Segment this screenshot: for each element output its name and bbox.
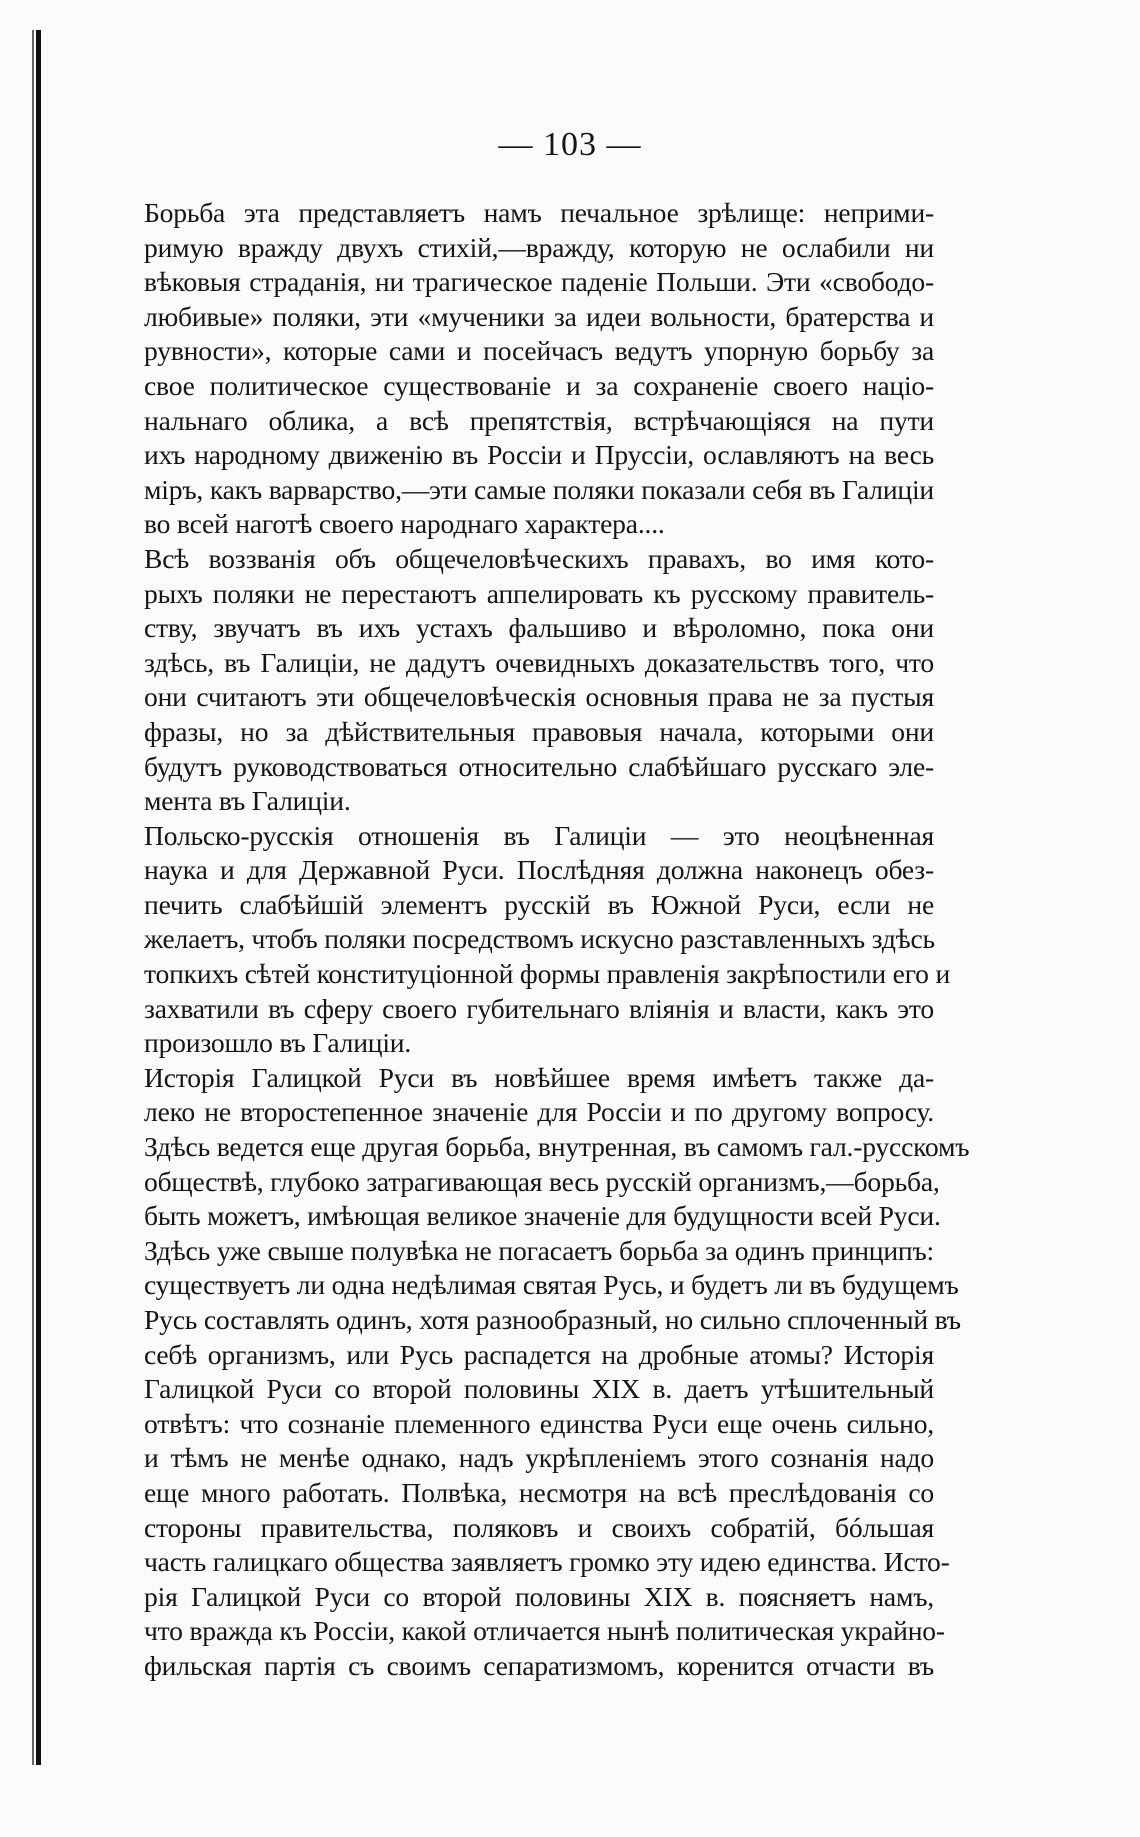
text-line: рувности», которые сами и посейчасъ ведутъ упорную борьбу за (144, 335, 934, 367)
binding-edge (36, 30, 41, 1765)
paragraph-2 (144, 542, 934, 819)
text-line: мента въ Галиціи. (144, 785, 351, 817)
text-line: здѣсь, въ Галиціи, не дадутъ очевидныхъ доказательствъ того, что (144, 646, 934, 678)
text-line: стороны правительства, поляковъ и своихъ собратій, бóльшая (144, 1511, 934, 1543)
binding-edge-shadow (32, 30, 34, 1765)
text-line: фильская партія съ своимъ сепаратизмомъ, коренится отчасти въ (144, 1649, 934, 1681)
text-line: захватили въ сферу своего губительнаго вліянія и власти, какъ это (144, 992, 934, 1024)
paragraph-1 (144, 196, 934, 542)
text-line: желаетъ, чтобъ поляки посредствомъ искусно разставленныхъ здѣсь (144, 923, 935, 955)
text-line: Галицкой Руси со второй половины XIX в. даетъ утѣшительный (144, 1373, 934, 1405)
text-line: часть галицкаго общества заявляетъ громко эту идею единства. Исто- (144, 1546, 950, 1578)
text-line: Здѣсь уже свыше полувѣка не погасаетъ борьба за одинъ принципъ: (144, 1234, 934, 1266)
text-line: отвѣтъ: что сознаніе племенного единства Руси еще очень сильно, (144, 1407, 934, 1439)
text-line: нальнаго облика, а всѣ препятствія, встрѣчающіяся на пути (144, 404, 934, 436)
body-text (144, 196, 970, 1684)
text-line: себѣ организмъ, или Русь распадется на дробные атомы? Исторія (144, 1338, 934, 1370)
paragraph-4 (144, 1061, 970, 1684)
text-line: рыхъ поляки не перестаютъ аппелировать къ русскому правитель- (144, 577, 934, 609)
text-line: Русь составлять одинъ, хотя разнообразный, но сильно сплоченный въ (144, 1304, 961, 1335)
text-line: любивые» поляки, эти «мученики за идеи вольности, братерства и (144, 300, 934, 332)
text-line: печить слабѣйшій элементъ русскій въ Южной Руси, если не (144, 888, 934, 920)
text-line: Борьба эта представляетъ намъ печальное зрѣлище: неприми- (144, 197, 934, 228)
text-line: Здѣсь ведется еще другая борьба, внутренная, въ самомъ гал.-русскомъ (144, 1131, 970, 1163)
text-line: существуетъ ли одна недѣлимая святая Русь, и будетъ ли въ будущемъ (144, 1269, 959, 1301)
text-line: Исторія Галицкой Руси въ новѣйшее время имѣетъ также да- (144, 1061, 934, 1093)
text-line: Польско-русскія отношенія въ Галиціи — это неоцѣненная (144, 819, 934, 851)
text-line: ихъ народному движенію въ Россіи и Пруссіи, ославляютъ на весь (144, 439, 934, 471)
text-line: они считаютъ эти общечеловѣческія основныя права не за пустыя (144, 681, 934, 713)
text-line: обществѣ, глубоко затрагивающая весь русскій организмъ,—борьба, (144, 1165, 940, 1197)
text-line: во всей наготѣ своего народнаго характера.... (144, 508, 665, 540)
text-line: произошло въ Галиціи. (144, 1027, 412, 1059)
text-line: рія Галицкой Руси со второй половины XIX в. поясняетъ намъ, (144, 1580, 934, 1612)
text-line: наука и для Державной Руси. Послѣдняя должна наконецъ обез- (144, 854, 934, 886)
text-line: быть можетъ, имѣющая великое значеніе для будущности всей Руси. (144, 1200, 941, 1232)
text-line: еще много работать. Полвѣка, несмотря на всѣ преслѣдованія со (144, 1476, 934, 1508)
text-line: что вражда къ Россіи, какой отличается нынѣ политическая украйно- (144, 1615, 945, 1647)
text-line: свое политическое существованіе и за сохраненіе своего націо- (144, 369, 934, 401)
text-line: фразы, но за дѣйствительныя правовыя начала, которыми они (144, 715, 934, 747)
paragraph-3 (144, 819, 951, 1061)
text-line: и тѣмъ не менѣе однако, надъ укрѣпленіемъ этого сознанія надо (144, 1442, 934, 1474)
page-number: — 103 — (498, 126, 642, 163)
text-line: вѣковыя страданія, ни трагическое паденіе Польши. Эти «свободо- (144, 266, 934, 298)
text-line: леко не второстепенное значеніе для Россіи и по другому вопросу. (144, 1096, 934, 1128)
text-line: міръ, какъ варварство,—эти самые поляки показали себя въ Галиціи (144, 473, 934, 505)
text-line: римую вражду двухъ стихій,—вражду, которую не ослабили ни (144, 231, 934, 263)
text-line: будутъ руководствоваться относительно слабѣйшаго русскаго эле- (144, 750, 934, 782)
text-line: топкихъ сѣтей конституціонной формы правленія закрѣпостили его и (144, 958, 951, 990)
text-line: Всѣ воззванія объ общечеловѣческихъ правахъ, во имя кото- (144, 542, 934, 574)
text-line: ству, звучатъ въ ихъ устахъ фальшиво и вѣроломно, пока они (144, 612, 934, 644)
